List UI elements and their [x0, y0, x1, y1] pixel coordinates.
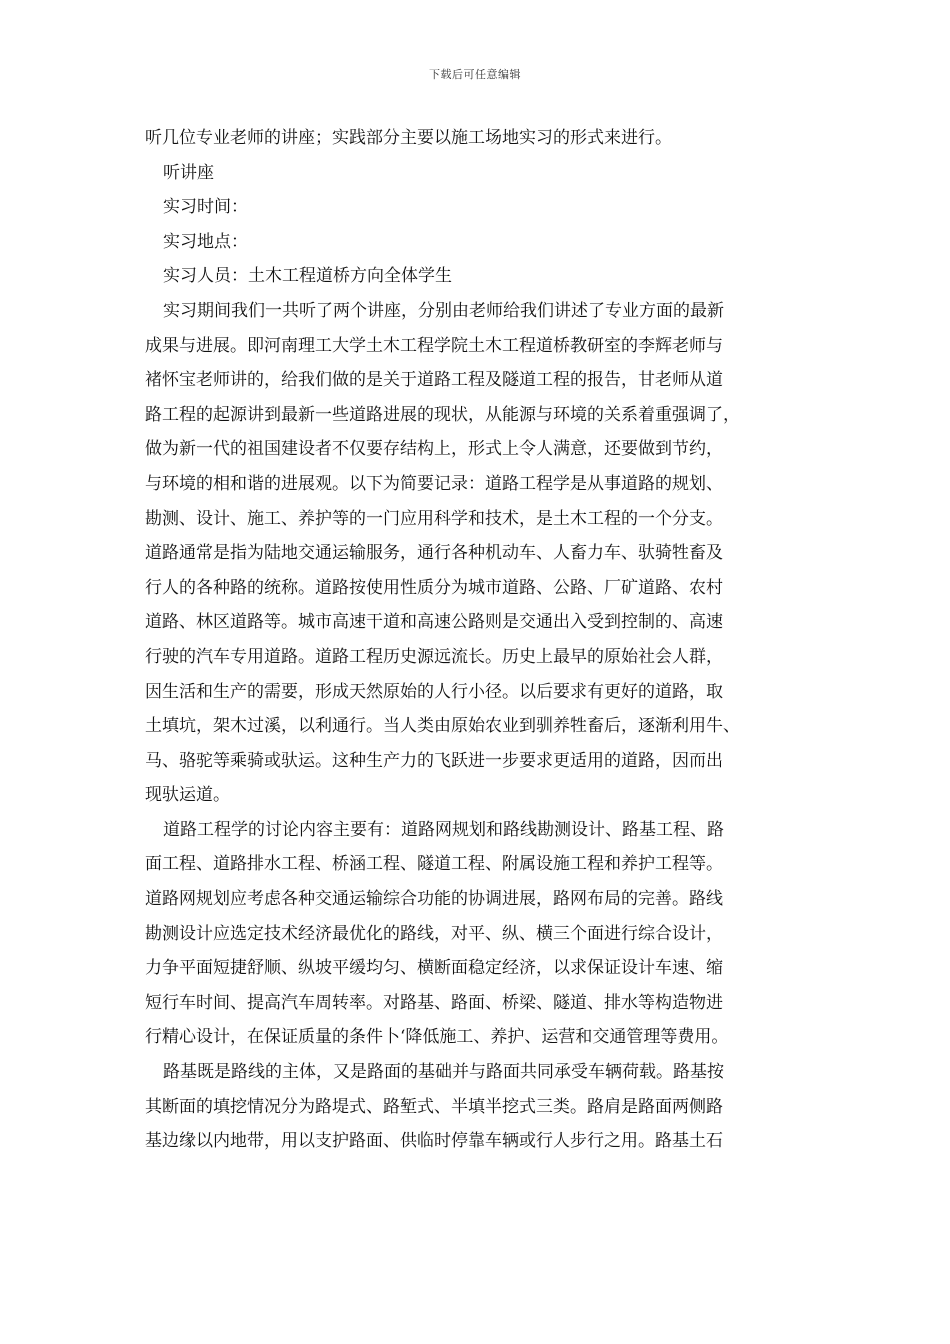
text-line: 成果与进展。即河南理工大学土木工程学院土木工程道桥教研室的李辉老师与 — [145, 335, 723, 356]
text-line: 道路通常是指为陆地交通运输服务，通行各种机动车、人畜力车、驮骑牲畜及 — [145, 543, 723, 564]
text-line: 面工程、道路排水工程、桥涵工程、隧道工程、附属设施工程和养护工程等。 — [145, 854, 723, 875]
text-line: 实习期间我们一共听了两个讲座，分别由老师给我们讲述了专业方面的最新 — [163, 300, 724, 321]
text-line: 道路网规划应考虑各种交通运输综合功能的协调进展，路网布局的完善。路线 — [145, 889, 723, 910]
text-line: 行人的各种路的统称。道路按使用性质分为城市道路、公路、厂矿道路、农村 — [145, 577, 723, 598]
text-line: 道路、林区道路等。城市高速干道和高速公路则是交通出入受到控制的、高速 — [145, 612, 723, 633]
text-line: 实习时间： — [163, 197, 248, 218]
text-line: 短行车时间、提高汽车周转率。对路基、路面、桥梁、隧道、排水等构造物进 — [145, 992, 723, 1013]
document-body — [145, 121, 825, 1159]
text-line: 道路工程学的讨论内容主要有：道路网规划和路线勘测设计、路基工程、路 — [163, 819, 724, 840]
text-line: 路基既是路线的主体，又是路面的基础并与路面共同承受车辆荷载。路基按 — [163, 1062, 724, 1083]
text-line: 力争平面短捷舒顺、纵坡平缓均匀、横断面稳定经济，以求保证设计车速、缩 — [145, 958, 723, 979]
text-line: 与环境的相和谐的进展观。以下为简要记录：道路工程学是从事道路的规划、 — [145, 473, 723, 494]
text-line: 褚怀宝老师讲的，给我们做的是关于道路工程及隧道工程的报告，甘老师从道 — [145, 370, 723, 391]
text-line: 实习人员：土木工程道桥方向全体学生 — [163, 266, 452, 287]
text-line: 听讲座 — [163, 162, 214, 183]
text-line: 基边缘以内地带，用以支护路面、供临时停靠车辆或行人步行之用。路基土石 — [145, 1131, 723, 1152]
text-line: 做为新一代的祖国建设者不仅要存结构上，形式上令人满意，还要做到节约， — [145, 439, 723, 460]
text-line: 勘测、设计、施工、养护等的一门应用科学和技术，是土木工程的一个分支。 — [145, 508, 723, 529]
text-line: 行精心设计，在保证质量的条件卜‘降低施工、养护、运营和交通管理等费用。 — [145, 1027, 729, 1048]
text-line: 现驮运道。 — [145, 785, 230, 806]
text-line: 马、骆驼等乘骑或驮运。这种生产力的飞跃进一步要求更适用的道路，因而出 — [145, 750, 723, 771]
text-line: 因生活和生产的需要，形成天然原始的人行小径。以后要求有更好的道路，取 — [145, 681, 723, 702]
text-line: 听几位专业老师的讲座；实践部分主要以施工场地实习的形式来进行。 — [145, 128, 672, 148]
text-line: 其断面的填挖情况分为路堤式、路堑式、半填半挖式三类。路肩是路面两侧路 — [145, 1096, 723, 1117]
page-header-note: 下载后可任意编辑 — [429, 68, 521, 81]
text-line: 实习地点： — [163, 231, 248, 252]
text-line: 路工程的起源讲到最新一些道路进展的现状，从能源与环境的关系着重强调了， — [145, 404, 740, 425]
text-line: 行驶的汽车专用道路。道路工程历史源远流长。历史上最早的原始社会人群， — [145, 646, 723, 667]
text-line: 土填坑，架木过溪，以利通行。当人类由原始农业到驯养牲畜后，逐渐利用牛、 — [145, 716, 740, 737]
text-line: 勘测设计应选定技术经济最优化的路线，对平、纵、横三个面进行综合设计， — [145, 923, 723, 944]
